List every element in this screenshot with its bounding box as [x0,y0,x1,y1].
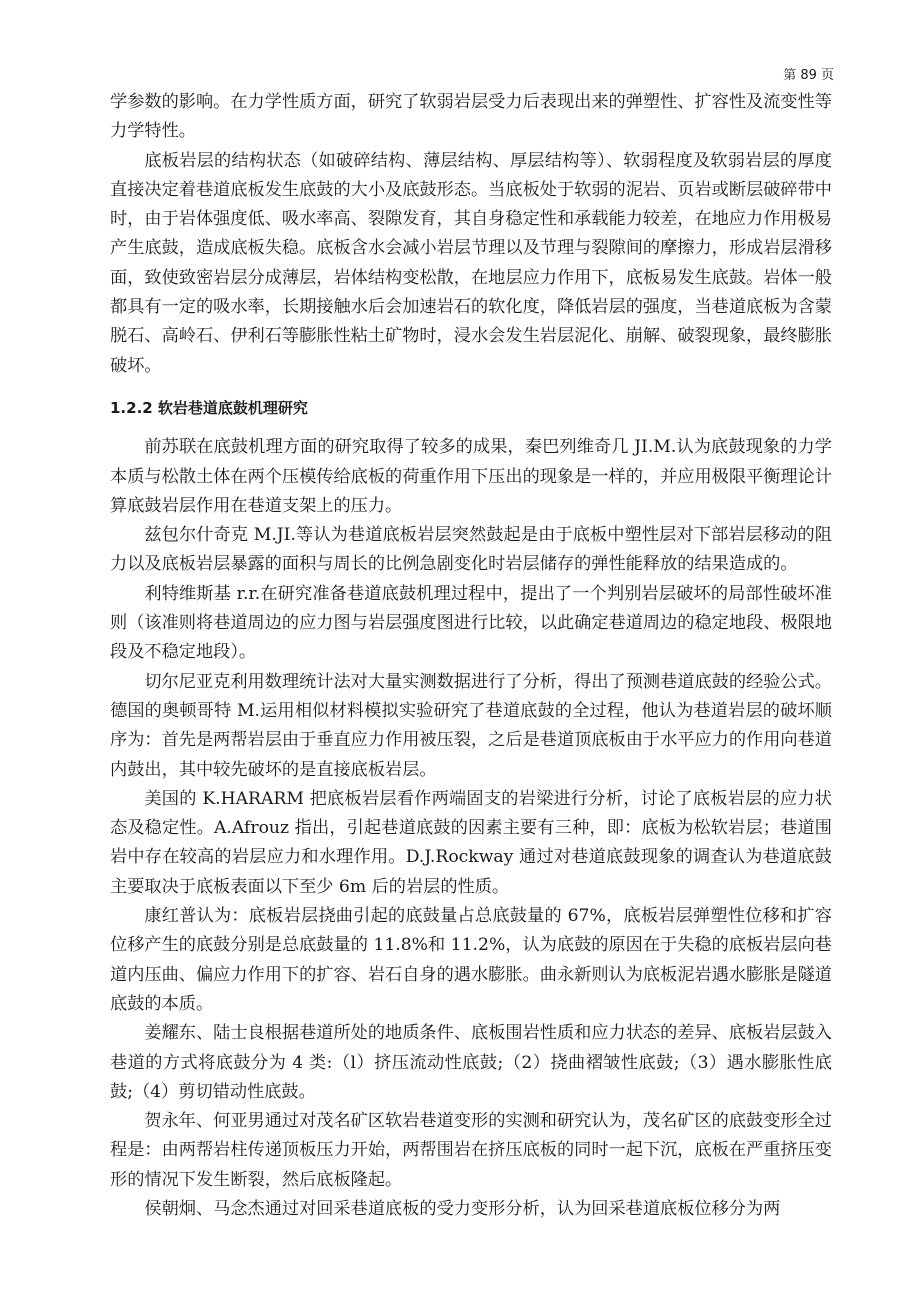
paragraph-he-yongnian: 贺永年、何亚男通过对茂名矿区软岩巷道变形的实测和研究认为，茂名矿区的底鼓变形全过程是：由两帮岩柱传递顶板压力开始，两帮围岩在挤压底板的同时一起下沉，底板在严重挤压变形的情况下发生断裂，然后底板隆起。 [110,1111,832,1190]
page-number: 第 89 页 [783,68,834,83]
paragraph-kang-hongpu: 康红普认为：底板岩层挠曲引起的底鼓量占总底鼓量的 67%，底板岩层弹塑性位移和扩容位移产生的底鼓分别是总底鼓量的 11.8%和 11.2%，认为底鼓的原因在于失稳的底板岩层向巷道内压曲、偏应力作用下的扩容、岩石自身的遇水膨胀。曲永新则认为底板泥岩遇水膨胀是隧道底鼓的本质。 [110,906,832,1014]
paragraph-us-research: 美国的 K.HARARM 把底板岩层看作两端固支的岩梁进行分析，讨论了底板岩层的应力状态及稳定性。A.Afrouz 指出，引起巷道底鼓的因素主要有三种，即：底板为松软岩层；巷道围岩中存在较高的岩层应力和水理作用。D.J.Rockway 通过对巷道底鼓现象的调查认为巷道底鼓主要取决于底板表面以下至少 6m 后的岩层的性质。 [110,788,832,897]
paragraph-hou-chaojiong: 侯朝炯、马念杰通过对回采巷道底板的受力变形分析，认为回采巷道底板位移分为两 [144,1198,781,1219]
paragraph-litvinsky: 利特维斯基 r.r.在研究准备巷道底鼓机理过程中，提出了一个判别岩层破坏的局部性破坏准则（该准则将巷道周边的应力图与岩层强度图进行比较，以此确定巷道周边的稳定地段、极限地段及不稳定地段）。 [110,583,832,663]
section-heading: 1.2.2 软岩巷道底鼓机理研究 [110,398,308,417]
paragraph-soviet-research: 前苏联在底鼓机理方面的研究取得了较多的成果，秦巴列维奇几 JI.M.认为底鼓现象的力学本质与松散土体在两个压模传给底板的荷重作用下压出的现象是一样的，并应用极限平衡理论计算底鼓岩层作用在巷道支架上的压力。 [110,437,832,516]
paragraph-chernyak: 切尔尼亚克利用数理统计法对大量实测数据进行了分析，得出了预测巷道底鼓的经验公式。德国的奥顿哥特 M.运用相似材料模拟实验研究了巷道底鼓的全过程，他认为巷道岩层的破坏顺序为：首先是两帮岩层由于垂直应力作用被压裂，之后是巷道顶底板由于水平应力的作用向巷道内鼓出，其中较先破坏的是直接底板岩层。 [110,671,832,780]
body-text [110,88,832,1224]
paragraph-jiang-yaodong: 姜耀东、陆士良根据巷道所处的地质条件、底板围岩性质和应力状态的差异、底板岩层鼓入巷道的方式将底鼓分为 4 类:（l）挤压流动性底鼓;（2）挠曲褶皱性底鼓;（3）遇水膨胀性底鼓;（4）剪切错动性底鼓。 [110,1023,832,1102]
paragraph-zbolshchik: 兹包尔什奇克 M.JI.等认为巷道底板岩层突然鼓起是由于底板中塑性层对下部岩层移动的阻力以及底板岩层暴露的面积与周长的比例急剧变化时岩层储存的弹性能释放的结果造成的。 [110,525,832,575]
paragraph-continuation: 学参数的影响。在力学性质方面，研究了软弱岩层受力后表现出来的弹塑性、扩容性及流变性等力学特性。 [110,92,832,142]
paragraph-floor-structure: 底板岩层的结构状态（如破碎结构、薄层结构、厚层结构等）、软弱程度及软弱岩层的厚度直接决定着巷道底板发生底鼓的大小及底鼓形态。当底板处于软弱的泥岩、页岩或断层破碎带中时，由于岩体强度低、吸水率高、裂隙发育，其自身稳定性和承载能力较差，在地应力作用极易产生底鼓，造成底板失稳。底板含水会减小岩层节理以及节理与裂隙间的摩擦力，形成岩层滑移面，致使致密岩层分成薄层，岩体结构变松散，在地层应力作用下，底板易发生底鼓。岩体一般都具有一定的吸水率，长期接触水后会加速岩石的软化度，降低岩层的强度，当巷道底板为含蒙脱石、高岭石、伊利石等膨胀性粘土矿物时，浸水会发生岩层泥化、崩解、破裂现象，最终膨胀破坏。 [110,150,832,376]
